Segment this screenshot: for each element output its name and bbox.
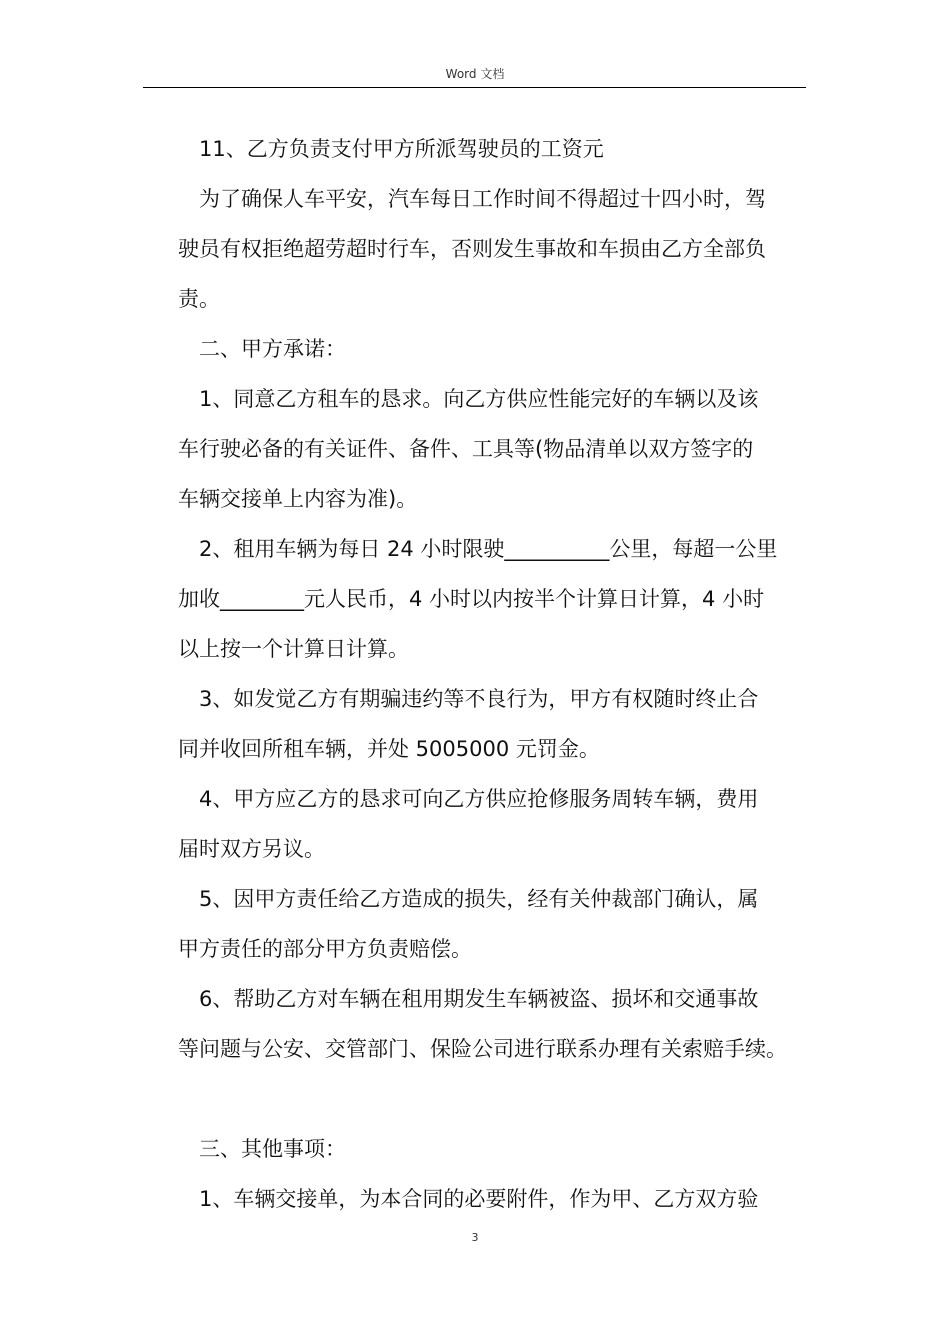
section-heading-other [178, 1124, 818, 1174]
text-line: 车行驶必备的有关证件、备件、工具等(物品清单以双方签字的 [178, 437, 754, 461]
text-line: 1、车辆交接单，为本合同的必要附件，作为甲、乙方双方验 [199, 1187, 759, 1211]
text-line: 届时双方另议。 [178, 837, 325, 861]
text-line: 1、同意乙方租车的恳求。向乙方供应性能完好的车辆以及该 [199, 387, 759, 411]
text-line: 5、因甲方责任给乙方造成的损失，经有关仲裁部门确认，属 [199, 887, 759, 911]
clause-other-1 [178, 1174, 818, 1224]
text-line: 甲方责任的部分甲方负责赔偿。 [178, 937, 472, 961]
text-line: 同并收回所租车辆，并处 5005000 元罚金。 [178, 737, 600, 761]
header-divider [143, 87, 806, 88]
clause-a-6 [178, 974, 818, 1074]
clause-a-1 [178, 374, 818, 524]
clause-a-5 [178, 874, 818, 974]
text-line: 为了确保人车平安，汽车每日工作时间不得超过十四小时，驾 [199, 187, 766, 211]
section-heading: 三、其他事项： [199, 1137, 346, 1161]
text-line: 3、如发觉乙方有期骗违约等不良行为，甲方有权随时终止合 [199, 687, 759, 711]
paragraph-driver-wage [178, 124, 818, 174]
text-line: 车辆交接单上内容为准)。 [178, 487, 418, 511]
text-line: 加收________元人民币，4 小时以内按半个计算日计算，4 小时 [178, 587, 765, 611]
clause-a-4 [178, 774, 818, 874]
text-line: 4、甲方应乙方的恳求可向乙方供应抢修服务周转车辆，费用 [199, 787, 759, 811]
document-body [178, 124, 818, 1224]
text-line: 等问题与公安、交管部门、保险公司进行联系办理有关索赔手续。 [178, 1037, 787, 1061]
clause-a-3 [178, 674, 818, 774]
text-line: 驶员有权拒绝超劳超时行车，否则发生事故和车损由乙方全部负 [178, 237, 766, 261]
text-line: 责。 [178, 287, 220, 311]
text-line: 6、帮助乙方对车辆在租用期发生车辆被盗、损坏和交通事故 [199, 987, 759, 1011]
text-line: 2、租用车辆为每日 24 小时限驶__________公里，每超一公里 [199, 537, 778, 561]
page-number: 3 [471, 1231, 479, 1244]
text-line: 11、乙方负责支付甲方所派驾驶员的工资元 [199, 137, 604, 161]
text-line: 以上按一个计算日计算。 [178, 637, 409, 661]
clause-a-2 [178, 524, 818, 674]
section-heading: 二、甲方承诺： [199, 337, 346, 361]
blank-line [178, 1074, 818, 1124]
section-heading-party-a [178, 324, 818, 374]
paragraph-working-hours [178, 174, 818, 324]
page-header: Word 文档 [445, 67, 505, 81]
